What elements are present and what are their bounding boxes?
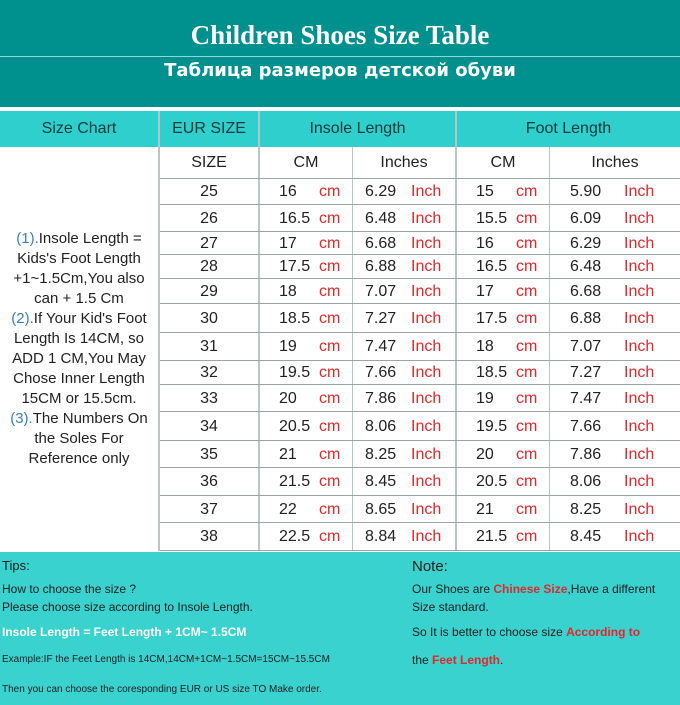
eur-size-cell: 27 — [200, 234, 218, 252]
insole-cm-cell: 18 — [279, 282, 297, 300]
header-banner — [0, 0, 680, 107]
eur-size-cell: 36 — [200, 473, 218, 490]
inch-unit-label: Inch — [411, 182, 442, 200]
row-divider — [160, 550, 680, 551]
foot-inches-cell: 5.90 — [570, 182, 602, 200]
foot-inches-cell: 8.45 — [570, 528, 602, 545]
foot-cm-cell: 15 — [476, 182, 494, 200]
col-header-insole-length: Insole Length — [260, 111, 455, 147]
size-formula: Insole Length = Feet Length + 1CM~ 1.5CM — [2, 625, 247, 639]
inch-unit-label: Inch — [411, 445, 442, 463]
sub-header-insole-inches: Inches — [380, 153, 428, 171]
eur-size-cell: 29 — [200, 282, 218, 300]
col-header-foot-length: Foot Length — [457, 111, 680, 147]
column-divider — [549, 147, 550, 551]
inch-unit-label: Inch — [624, 364, 655, 381]
cm-unit-label: cm — [516, 445, 538, 463]
foot-cm-cell: 19.5 — [476, 417, 508, 435]
eur-size-cell: 30 — [200, 309, 218, 327]
insole-cm-cell: 17.5 — [279, 258, 311, 275]
insole-cm-cell: 21 — [279, 445, 297, 463]
inch-unit-label: Inch — [411, 234, 442, 252]
header-divider — [0, 56, 680, 57]
inch-unit-label: Inch — [411, 528, 442, 545]
cm-unit-label: cm — [319, 473, 341, 490]
inch-unit-label: Inch — [411, 338, 442, 355]
page-title: Children Shoes Size Table — [190, 20, 490, 50]
note-highlight: According to — [566, 625, 641, 639]
inch-unit-label: Inch — [624, 282, 655, 300]
cm-unit-label: cm — [516, 282, 538, 300]
foot-inches-cell: 6.29 — [570, 234, 602, 252]
inch-unit-label: Inch — [624, 258, 655, 275]
cm-unit-label: cm — [319, 282, 341, 300]
cm-unit-label: cm — [319, 417, 341, 435]
table-header-row — [0, 111, 680, 147]
insole-cm-cell: 20 — [279, 389, 297, 407]
cm-unit-label: cm — [516, 338, 538, 355]
insole-inches-cell: 7.66 — [365, 364, 397, 381]
note-text: . — [500, 653, 504, 667]
foot-cm-cell: 16.5 — [476, 258, 508, 275]
column-divider — [352, 147, 353, 551]
note-line-4 — [412, 653, 503, 667]
cm-unit-label: cm — [516, 309, 538, 327]
page-subtitle: Таблица размеров детской обуви — [164, 60, 516, 81]
col-header-eur-size: EUR SIZE — [160, 111, 258, 147]
cm-unit-label: cm — [319, 364, 341, 381]
foot-cm-cell: 16 — [476, 234, 494, 252]
foot-cm-cell: 18 — [476, 338, 494, 355]
foot-inches-cell: 7.07 — [570, 338, 602, 355]
insole-cm-cell: 22 — [279, 500, 297, 518]
tips-label: Tips: — [2, 558, 30, 573]
inch-unit-label: Inch — [624, 234, 655, 252]
foot-cm-cell: 18.5 — [476, 364, 508, 381]
inch-unit-label: Inch — [624, 445, 655, 463]
cm-unit-label: cm — [319, 389, 341, 407]
footer-panel — [0, 552, 680, 705]
foot-inches-cell: 6.48 — [570, 258, 602, 275]
inch-unit-label: Inch — [624, 417, 655, 435]
insole-inches-cell: 8.06 — [365, 417, 397, 435]
sub-header-insole-cm: CM — [293, 153, 319, 171]
insole-inches-cell: 7.86 — [365, 389, 397, 407]
insole-inches-cell: 8.84 — [365, 528, 397, 545]
cm-unit-label: cm — [516, 500, 538, 518]
note-text: So It is better to choose size — [412, 625, 567, 639]
order-instruction: Then you can choose the coresponding EUR or US size TO Make order. — [2, 684, 322, 695]
eur-size-cell: 35 — [200, 445, 218, 463]
foot-cm-cell: 17 — [476, 282, 494, 300]
insole-cm-cell: 20.5 — [279, 417, 311, 435]
foot-inches-cell: 8.25 — [570, 500, 602, 518]
size-chart-notes — [0, 147, 158, 551]
note-number: (3). — [10, 410, 33, 427]
note-highlight: Feet Length — [432, 653, 501, 667]
sub-header-size: SIZE — [191, 153, 227, 171]
insole-inches-cell: 8.45 — [365, 473, 397, 490]
insole-inches-cell: 7.07 — [365, 282, 397, 300]
sub-header-foot-inches: Inches — [591, 153, 639, 171]
foot-cm-cell: 20.5 — [476, 473, 508, 490]
tips-answer: Please choose size according to Insole Length. — [2, 600, 253, 614]
insole-inches-cell: 8.65 — [365, 500, 397, 518]
inch-unit-label: Inch — [411, 258, 442, 275]
cm-unit-label: cm — [319, 309, 341, 327]
cm-unit-label: cm — [516, 417, 538, 435]
foot-inches-cell: 6.88 — [570, 309, 602, 327]
inch-unit-label: Inch — [411, 389, 442, 407]
eur-size-cell: 38 — [200, 528, 218, 545]
insole-cm-cell: 16 — [279, 182, 297, 200]
inch-unit-label: Inch — [411, 500, 442, 518]
inch-unit-label: Inch — [624, 500, 655, 518]
eur-size-cell: 31 — [200, 338, 218, 355]
note-highlight: Chinese Size — [493, 582, 568, 596]
note-line-2: Size standard. — [412, 600, 489, 614]
inch-unit-label: Inch — [411, 364, 442, 381]
cm-unit-label: cm — [516, 528, 538, 545]
eur-size-cell: 34 — [200, 417, 218, 435]
cm-unit-label: cm — [319, 182, 341, 200]
cm-unit-label: cm — [319, 338, 341, 355]
cm-unit-label: cm — [319, 528, 341, 545]
sub-header-foot-cm: CM — [490, 153, 516, 171]
size-table — [0, 111, 680, 551]
cm-unit-label: cm — [319, 234, 341, 252]
note-number: (2). — [11, 310, 34, 327]
eur-size-cell: 33 — [200, 389, 218, 407]
foot-inches-cell: 8.06 — [570, 473, 602, 490]
cm-unit-label: cm — [516, 473, 538, 490]
cm-unit-label: cm — [516, 258, 538, 275]
foot-cm-cell: 15.5 — [476, 209, 508, 227]
inch-unit-label: Inch — [411, 209, 442, 227]
cm-unit-label: cm — [516, 209, 538, 227]
insole-cm-cell: 19.5 — [279, 364, 311, 381]
inch-unit-label: Inch — [624, 309, 655, 327]
inch-unit-label: Inch — [624, 338, 655, 355]
note-text: the — [412, 653, 433, 667]
tips-question: How to choose the size ? — [2, 582, 137, 596]
inch-unit-label: Inch — [411, 473, 442, 490]
cm-unit-label: cm — [516, 389, 538, 407]
insole-cm-cell: 21.5 — [279, 473, 311, 490]
eur-size-cell: 28 — [200, 258, 218, 275]
note-text: Our Shoes are — [412, 582, 494, 596]
foot-cm-cell: 20 — [476, 445, 494, 463]
foot-cm-cell: 21.5 — [476, 528, 508, 545]
inch-unit-label: Inch — [411, 282, 442, 300]
note-line-1 — [412, 582, 655, 596]
note-line-3 — [412, 625, 640, 639]
insole-cm-cell: 22.5 — [279, 528, 311, 545]
cm-unit-label: cm — [319, 209, 341, 227]
foot-inches-cell: 6.68 — [570, 282, 602, 300]
note-text: If Your Kid's Foot Length Is 14CM, so ADD 1 CM,You May Chose Inner Length 15CM or 15.5cm. — [12, 310, 147, 407]
insole-inches-cell: 7.27 — [365, 309, 397, 327]
note-text: ,Have a different — [567, 582, 656, 596]
insole-cm-cell: 18.5 — [279, 309, 311, 327]
insole-inches-cell: 6.88 — [365, 258, 397, 275]
inch-unit-label: Inch — [411, 417, 442, 435]
eur-size-cell: 25 — [200, 182, 218, 200]
insole-inches-cell: 6.29 — [365, 182, 397, 200]
foot-inches-cell: 7.47 — [570, 389, 602, 407]
cm-unit-label: cm — [319, 258, 341, 275]
eur-size-cell: 32 — [200, 364, 218, 381]
cm-unit-label: cm — [319, 445, 341, 463]
foot-inches-cell: 7.86 — [570, 445, 602, 463]
inch-unit-label: Inch — [411, 309, 442, 327]
insole-cm-cell: 17 — [279, 234, 297, 252]
foot-cm-cell: 19 — [476, 389, 494, 407]
foot-cm-cell: 17.5 — [476, 309, 508, 327]
foot-inches-cell: 7.27 — [570, 364, 602, 381]
cm-unit-label: cm — [516, 234, 538, 252]
inch-unit-label: Inch — [624, 209, 655, 227]
inch-unit-label: Inch — [624, 473, 655, 490]
cm-unit-label: cm — [516, 364, 538, 381]
insole-inches-cell: 6.68 — [365, 234, 397, 252]
insole-inches-cell: 6.48 — [365, 209, 397, 227]
eur-size-cell: 26 — [200, 209, 218, 227]
insole-cm-cell: 19 — [279, 338, 297, 355]
note-number: (1). — [16, 230, 39, 247]
inch-unit-label: Inch — [624, 389, 655, 407]
cm-unit-label: cm — [319, 500, 341, 518]
note-label: Note: — [412, 558, 448, 575]
eur-size-cell: 37 — [200, 500, 218, 518]
cm-unit-label: cm — [516, 182, 538, 200]
note-text: Insole Length = Kids's Foot Length +1~1.5Cm,You also can + 1.5 Cm — [13, 230, 145, 307]
insole-inches-cell: 7.47 — [365, 338, 397, 355]
foot-inches-cell: 7.66 — [570, 417, 602, 435]
col-header-size-chart: Size Chart — [0, 111, 158, 147]
foot-cm-cell: 21 — [476, 500, 494, 518]
inch-unit-label: Inch — [624, 182, 655, 200]
note-text: The Numbers On the Soles For Reference only — [28, 410, 148, 467]
foot-inches-cell: 6.09 — [570, 209, 602, 227]
size-example: Example:IF the Feet Length is 14CM,14CM+1CM~1.5CM=15CM~15.5CM — [2, 654, 330, 665]
inch-unit-label: Inch — [624, 528, 655, 545]
insole-inches-cell: 8.25 — [365, 445, 397, 463]
size-chart-notes-text — [6, 229, 152, 469]
insole-cm-cell: 16.5 — [279, 209, 311, 227]
